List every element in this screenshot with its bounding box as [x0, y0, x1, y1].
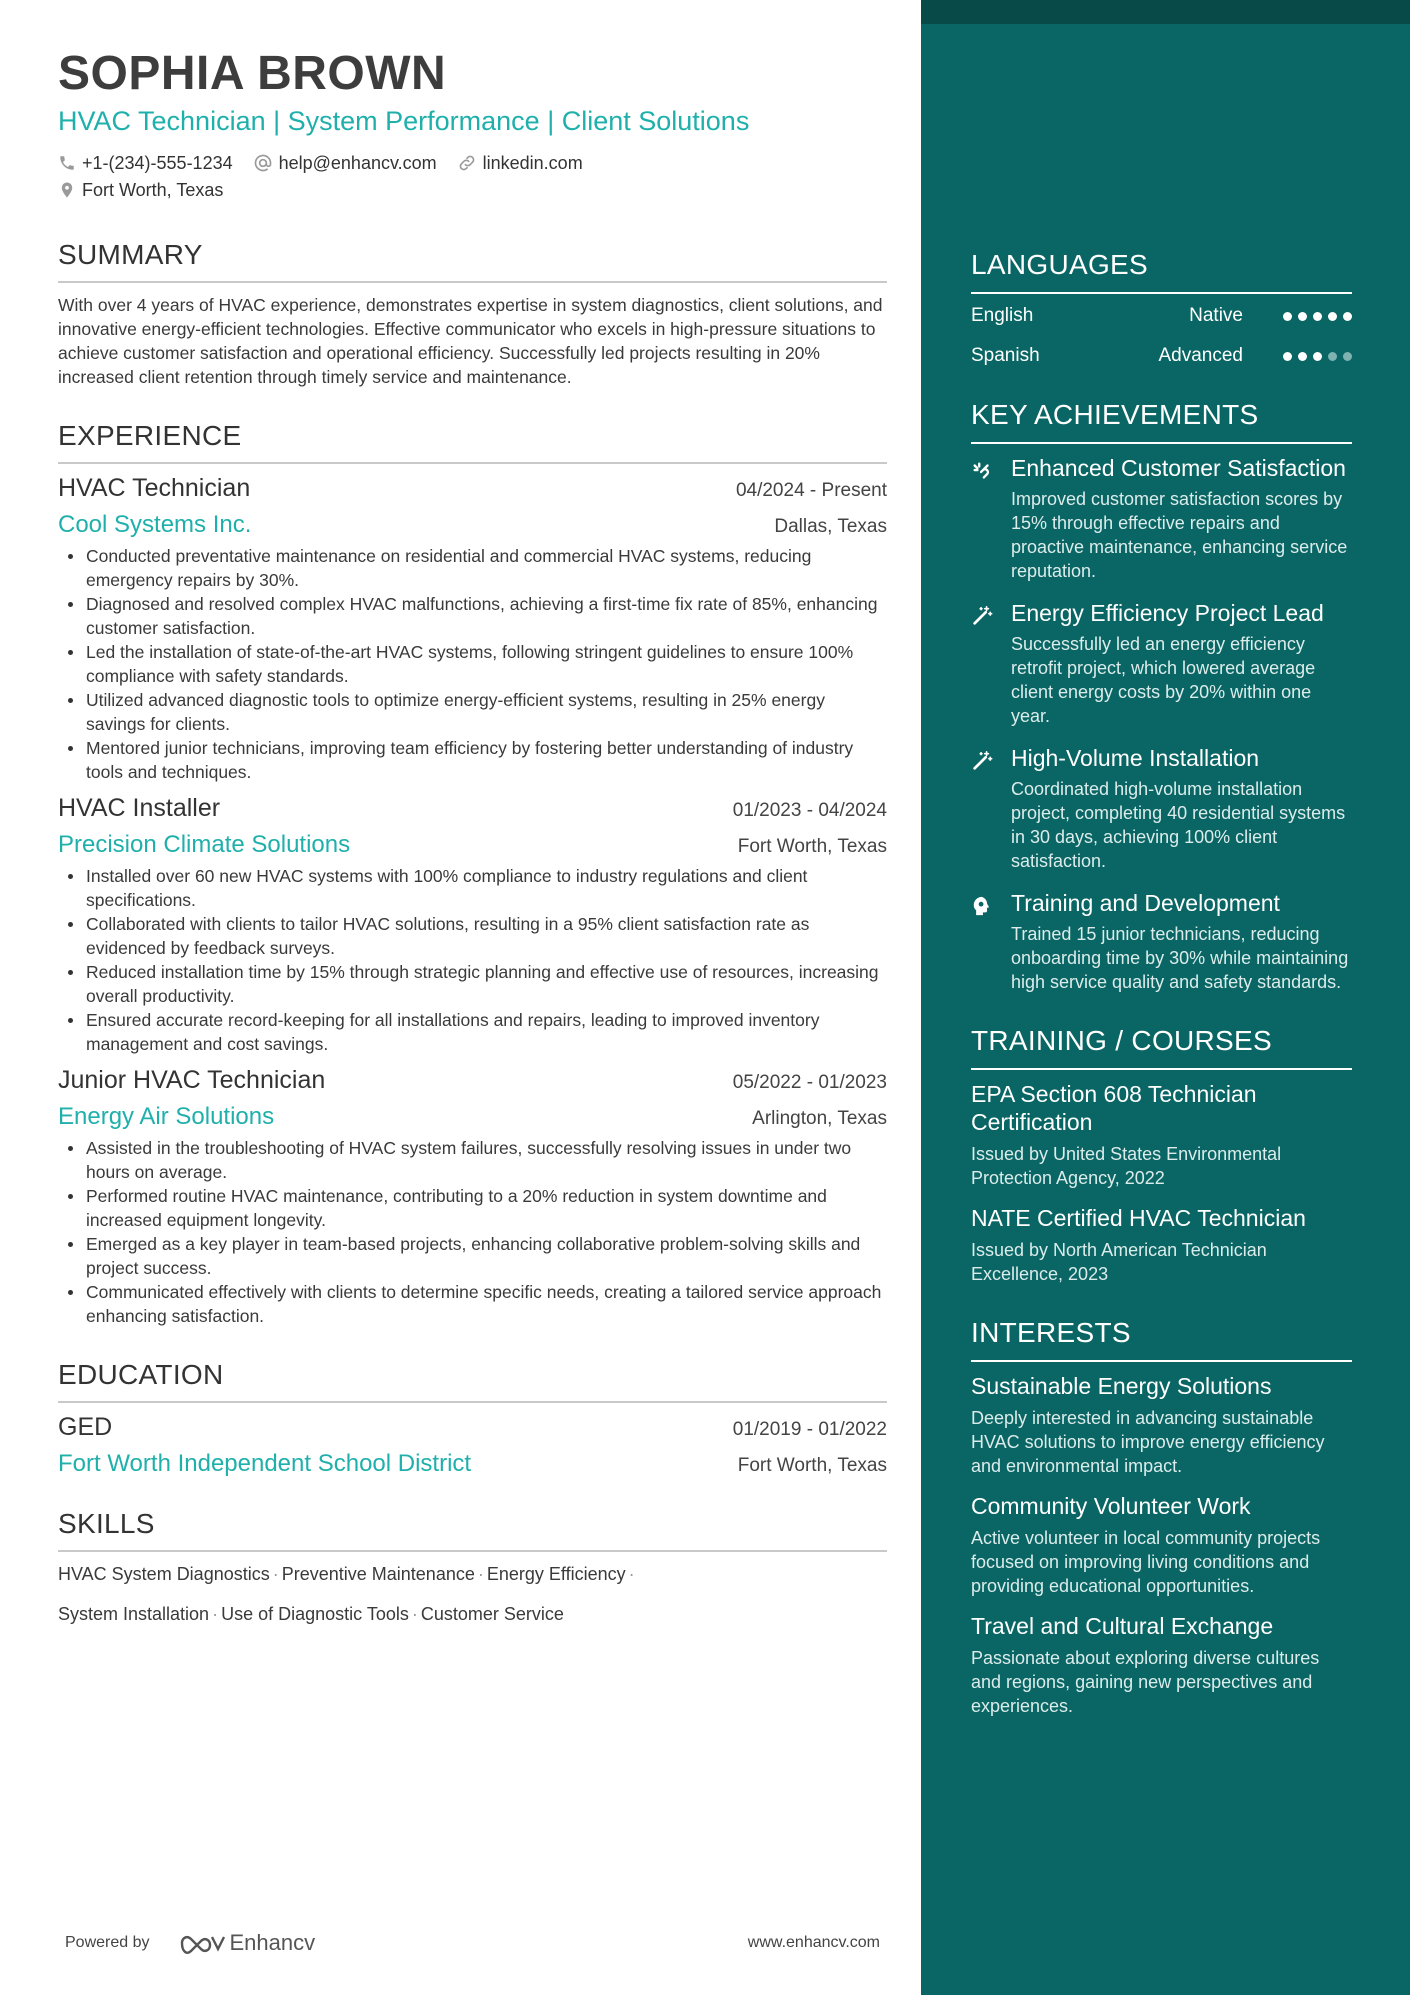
job-bullets — [58, 864, 887, 1056]
language-level: Native — [1189, 305, 1243, 326]
training-section — [971, 1024, 1352, 1286]
enhancv-logo[interactable] — [178, 1930, 316, 1956]
summary-text: With over 4 years of HVAC experience, demonstrates expertise in system diagnostics, client solutions, and innovative energy-efficient technologies. Effective communicator who excels in high-pressure situations to achieve customer satisfaction and operational efficiency. Successfully led projects resulting in 20% increased client retention through timely service and maintenance. — [58, 295, 883, 387]
footer-branding — [65, 1930, 315, 1956]
bullet-item: Led the installation of state-of-the-art HVAC systems, following stringent guidelines to ensure 100% compliance with safety standards. — [58, 640, 887, 688]
skill-separator: · — [212, 1604, 219, 1624]
language-row — [971, 336, 1352, 376]
bullet-item: Emerged as a key player in team-based projects, enhancing collaborative problem-solving skills and project success. — [58, 1232, 887, 1280]
job-company: Precision Climate Solutions — [58, 831, 351, 858]
achievement-item — [971, 599, 1352, 728]
interest-title: Sustainable Energy Solutions — [971, 1373, 1272, 1399]
training-title: NATE Certified HVAC Technician — [971, 1205, 1306, 1231]
website-link[interactable]: www.enhancv.com — [747, 1934, 880, 1951]
summary-section — [58, 238, 887, 389]
languages-section — [971, 248, 1352, 376]
contact-linkedin[interactable] — [457, 151, 583, 175]
education-heading: EDUCATION — [58, 1358, 887, 1403]
interest-desc: Passionate about exploring diverse cultures and regions, gaining new perspectives and experiences. — [971, 1648, 1320, 1716]
achievement-body — [1011, 889, 1352, 994]
achievement-desc: Improved customer satisfaction scores by 15% through effective repairs and proactive maintenance, enhancing service reputation. — [1011, 489, 1348, 581]
phone-icon — [58, 154, 76, 172]
job-subheader — [58, 1102, 887, 1132]
job-title: Junior HVAC Technician — [58, 1066, 326, 1094]
skills-section — [58, 1507, 887, 1626]
skill-item: Customer Service — [420, 1604, 564, 1624]
achievement-title: Enhanced Customer Satisfaction — [1011, 455, 1346, 481]
language-rating — [1277, 352, 1352, 361]
education-school: Fort Worth Independent School District — [58, 1450, 472, 1477]
powered-by-text: Powered by — [65, 1934, 150, 1951]
at-icon — [253, 153, 273, 173]
achievement-title: Training and Development — [1011, 890, 1280, 916]
achievement-body — [1011, 454, 1352, 583]
bullet-item: Reduced installation time by 15% through strategic planning and effective use of resources, increasing overall productivity. — [58, 960, 887, 1008]
achievement-title: High-Volume Installation — [1011, 745, 1260, 771]
contact-phone[interactable] — [58, 151, 233, 175]
job-bullets — [58, 1136, 887, 1328]
job-company: Energy Air Solutions — [58, 1103, 275, 1130]
achievements-section — [971, 398, 1352, 994]
job-entry — [58, 472, 887, 784]
bullet-item: Diagnosed and resolved complex HVAC malfunctions, achieving a first-time fix rate of 85%, enhancing customer satisfaction. — [58, 592, 887, 640]
bullet-item: Conducted preventative maintenance on residential and commercial HVAC systems, reducing emergency repairs by 30%. — [58, 544, 887, 592]
training-item — [971, 1204, 1352, 1286]
rating-dot — [1283, 312, 1292, 321]
rating-dot — [1313, 352, 1322, 361]
skill-separator: · — [411, 1604, 418, 1624]
job-bullets — [58, 544, 887, 784]
skills-heading: SKILLS — [58, 1507, 887, 1552]
interests-heading: INTERESTS — [971, 1316, 1352, 1362]
skill-separator: · — [477, 1564, 484, 1584]
achievement-item — [971, 744, 1352, 873]
interest-item — [971, 1492, 1352, 1598]
languages-list — [971, 296, 1352, 376]
achievement-icon-wrap — [971, 454, 1011, 583]
job-date: 01/2023 - 04/2024 — [732, 800, 887, 821]
achievement-body — [1011, 744, 1352, 873]
education-subheader — [58, 1449, 887, 1479]
language-level: Advanced — [1158, 345, 1243, 366]
training-heading: TRAINING / COURSES — [971, 1024, 1352, 1070]
achievement-title: Energy Efficiency Project Lead — [1011, 600, 1324, 626]
interest-item — [971, 1612, 1352, 1718]
job-date: 05/2022 - 01/2023 — [732, 1072, 887, 1093]
rating-dot — [1283, 352, 1292, 361]
education-degree: GED — [58, 1413, 113, 1441]
interests-section — [971, 1316, 1352, 1718]
rating-dot — [1298, 352, 1307, 361]
interest-desc: Deeply interested in advancing sustainable HVAC solutions to improve energy efficiency and environmental impact. — [971, 1408, 1325, 1476]
job-entry — [58, 792, 887, 1056]
education-header — [58, 1411, 887, 1443]
job-header — [58, 472, 887, 504]
job-subheader — [58, 830, 887, 860]
bullet-item: Communicated effectively with clients to determine specific needs, creating a tailored service approach enhancing satisfaction. — [58, 1280, 887, 1328]
skill-item: System Installation — [58, 1604, 210, 1624]
skill-item: Use of Diagnostic Tools — [221, 1604, 409, 1624]
language-rating — [1277, 312, 1352, 321]
brand-name: Enhancv — [229, 1930, 316, 1955]
job-date: 04/2024 - Present — [735, 480, 887, 501]
link-icon — [457, 153, 477, 173]
job-location: Arlington, Texas — [752, 1108, 887, 1129]
achievement-desc: Successfully led an energy efficiency retrofit project, which lowered average client energy costs by 20% within one year. — [1011, 634, 1316, 726]
enhancv-logo-icon — [178, 1931, 226, 1955]
job-title: HVAC Technician — [58, 474, 251, 502]
email-text: help@enhancv.com — [278, 153, 437, 173]
candidate-name: SOPHIA BROWN — [58, 47, 447, 100]
experience-section — [58, 419, 887, 1328]
education-date: 01/2019 - 01/2022 — [732, 1419, 887, 1440]
magic-wand-icon — [971, 605, 993, 627]
achievement-icon-wrap — [971, 889, 1011, 994]
contact-location — [58, 178, 223, 202]
interest-title: Community Volunteer Work — [971, 1493, 1251, 1519]
bullet-item: Mentored junior technicians, improving team efficiency by fostering better understanding of industry tools and techniques. — [58, 736, 887, 784]
job-title: HVAC Installer — [58, 794, 221, 822]
job-location: Dallas, Texas — [774, 516, 887, 537]
education-location: Fort Worth, Texas — [737, 1455, 887, 1476]
language-name: English — [971, 305, 1034, 326]
languages-heading: LANGUAGES — [971, 248, 1352, 294]
location-text: Fort Worth, Texas — [82, 180, 224, 200]
sidebar-content — [971, 0, 1352, 1718]
rating-dot — [1328, 312, 1337, 321]
interest-item — [971, 1372, 1352, 1478]
training-title: EPA Section 608 Technician Certification — [971, 1081, 1257, 1135]
achievement-icon-wrap — [971, 599, 1011, 728]
head-idea-icon — [971, 895, 993, 917]
skills-line — [58, 1562, 887, 1586]
contact-row — [58, 151, 921, 175]
rating-dot — [1343, 352, 1352, 361]
location-pin-icon — [58, 180, 76, 200]
skill-separator: · — [628, 1564, 635, 1584]
job-subheader — [58, 510, 887, 540]
skill-item: Energy Efficiency — [486, 1564, 626, 1584]
interest-desc: Active volunteer in local community projects focused on improving living conditions and providing educational opportunities. — [971, 1528, 1321, 1596]
job-entry — [58, 1064, 887, 1328]
achievement-item — [971, 454, 1352, 583]
job-header — [58, 1064, 887, 1096]
achievements-heading: KEY ACHIEVEMENTS — [971, 398, 1352, 444]
contact-email[interactable] — [253, 151, 437, 175]
education-section — [58, 1358, 887, 1479]
footer — [65, 1930, 880, 1956]
broken-link-icon — [971, 460, 993, 482]
skill-item: Preventive Maintenance — [281, 1564, 475, 1584]
interest-title: Travel and Cultural Exchange — [971, 1613, 1274, 1639]
training-desc: Issued by United States Environmental Protection Agency, 2022 — [971, 1144, 1282, 1188]
achievement-icon-wrap — [971, 744, 1011, 873]
skill-separator: · — [272, 1564, 279, 1584]
magic-wand-icon — [971, 750, 993, 772]
bullet-item: Performed routine HVAC maintenance, contributing to a 20% reduction in system downtime and increased equipment longevity. — [58, 1184, 887, 1232]
skills-line — [58, 1602, 887, 1626]
job-company: Cool Systems Inc. — [58, 511, 252, 538]
achievement-desc: Trained 15 junior technicians, reducing onboarding time by 30% while maintaining high service quality and safety standards. — [1011, 924, 1349, 992]
bullet-item: Ensured accurate record-keeping for all installations and repairs, leading to improved inventory management and cost savings. — [58, 1008, 887, 1056]
rating-dot — [1343, 312, 1352, 321]
rating-dot — [1313, 312, 1322, 321]
training-desc: Issued by North American Technician Excellence, 2023 — [971, 1240, 1267, 1284]
training-item — [971, 1080, 1352, 1190]
bullet-item: Collaborated with clients to tailor HVAC solutions, resulting in a 95% client satisfaction rate as evidenced by feedback surveys. — [58, 912, 887, 960]
phone-text: +1-(234)-555-1234 — [82, 153, 233, 173]
achievement-body — [1011, 599, 1352, 728]
contact-row-2 — [58, 178, 921, 202]
experience-heading: EXPERIENCE — [58, 419, 887, 464]
language-name: Spanish — [971, 345, 1040, 366]
linkedin-text: linkedin.com — [482, 153, 583, 173]
skill-item: HVAC System Diagnostics — [58, 1564, 270, 1584]
bullet-item: Utilized advanced diagnostic tools to optimize energy-efficient systems, resulting in 25% energy savings for clients. — [58, 688, 887, 736]
rating-dot — [1328, 352, 1337, 361]
language-row — [971, 296, 1352, 336]
achievement-desc: Coordinated high-volume installation project, completing 40 residential systems in 30 days, achieving 100% client satisfaction. — [1011, 779, 1346, 871]
candidate-tagline: HVAC Technician | System Performance | Client Solutions — [58, 106, 750, 136]
achievement-item — [971, 889, 1352, 994]
bullet-item: Installed over 60 new HVAC systems with 100% compliance to industry regulations and client specifications. — [58, 864, 887, 912]
rating-dot — [1298, 312, 1307, 321]
bullet-item: Assisted in the troubleshooting of HVAC system failures, successfully resolving issues in under two hours on average. — [58, 1136, 887, 1184]
job-header — [58, 792, 887, 824]
sidebar — [921, 0, 1410, 1995]
summary-heading: SUMMARY — [58, 238, 887, 283]
job-location: Fort Worth, Texas — [737, 836, 887, 857]
